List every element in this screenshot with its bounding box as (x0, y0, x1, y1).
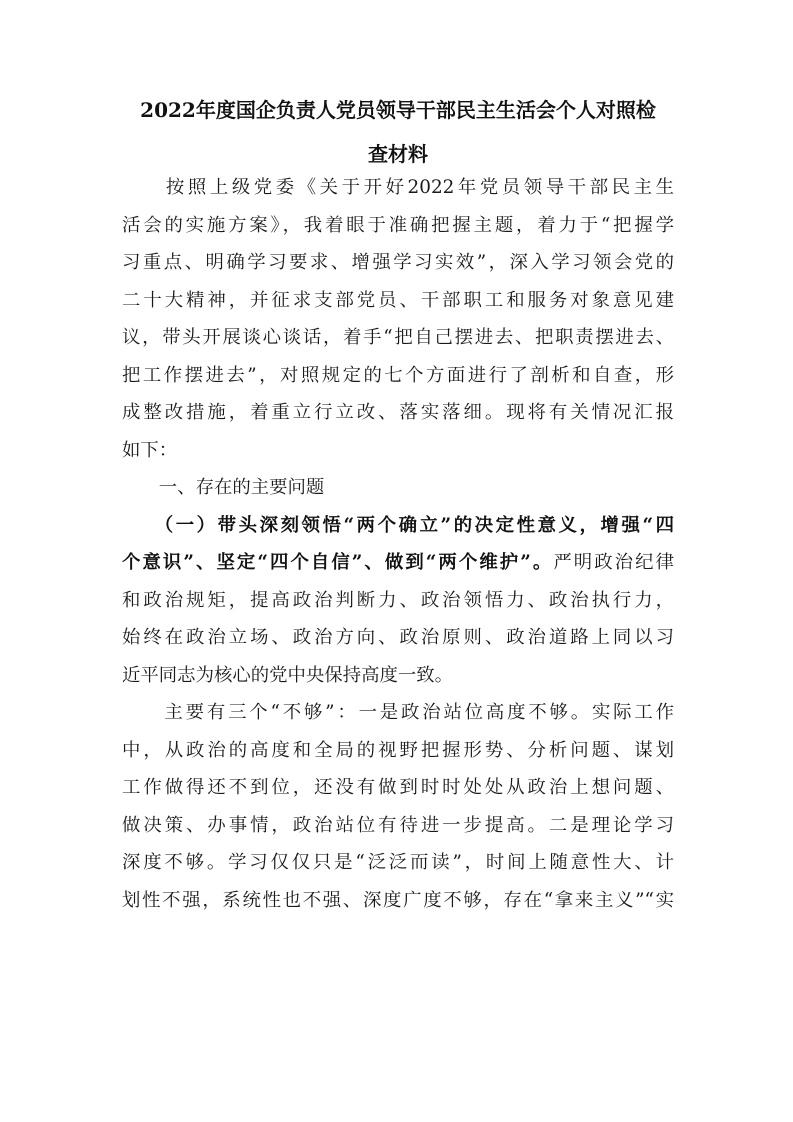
intro-line: 活会的实施方案》，我着眼于准确把握主题，着力于“把握学 (122, 214, 674, 236)
intro-line: 习重点、明确学习要求、增强学习实效”，深入学习领会党的 (122, 252, 674, 273)
section-heading: 一、存在的主要问题 (122, 477, 325, 498)
subsection-text-part: 严明政治纪律 (553, 552, 674, 573)
subsection-line: 近平同志为核心的党中央保持高度一致。 (122, 664, 454, 686)
subsection-heading-line-2 (122, 544, 674, 582)
intro-line: 把工作摆进去”，对照规定的七个方面进行了剖析和自查，形 (122, 364, 674, 386)
subsection-heading-line-1: （一）带头深刻领悟“两个确立”的决定性意义，增强“四 (122, 514, 674, 536)
intro-line: 议，带头开展谈心谈话，着手“把自己摆进去、把职责摆进去、 (122, 327, 674, 348)
intro-line: 成整改措施，着重立行立改、落实落细。现将有关情况汇报 (122, 402, 674, 423)
intro-line: 按照上级党委《关于开好2022年党员领导干部民主生 (122, 177, 674, 198)
intro-line: 如下： (122, 439, 178, 461)
problems-line: 中，从政治的高度和全局的视野把握形势、分析问题、谋划 (122, 739, 674, 761)
document-title-line-1: 2022年度国企负责人党员领导干部民主生活会个人对照检 (140, 98, 656, 122)
subsection-line: 始终在政治立场、政治方向、政治原则、政治道路上同以习 (122, 627, 674, 648)
problems-line: 工作做得还不到位，还没有做到时时处处从政治上想问题、 (122, 777, 674, 798)
intro-line: 二十大精神，并征求支部党员、干部职工和服务对象意见建 (122, 289, 674, 311)
problems-line: 做决策、办事情，政治站位有待进一步提高。二是理论学习 (122, 814, 674, 836)
subsection-line: 和政治规矩，提高政治判断力、政治领悟力、政治执行力， (122, 589, 674, 611)
problems-line: 主要有三个“不够”：一是政治站位高度不够。实际工作 (122, 702, 674, 723)
subsection-heading-bold-part: 个意识”、坚定“四个自信”、做到“两个维护”。 (122, 552, 554, 573)
problems-line: 深度不够。学习仅仅只是“泛泛而读”，时间上随意性大、计 (122, 852, 674, 873)
document-title-line-2: 查材料 (368, 142, 428, 166)
problems-line: 划性不强，系统性也不强、深度广度不够，存在“拿来主义”“实 (122, 889, 674, 911)
